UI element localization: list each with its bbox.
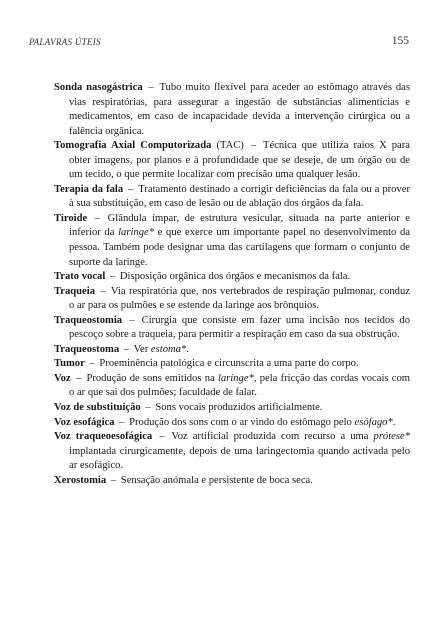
entry-dash: – <box>159 431 165 443</box>
cross-reference: prótese* <box>373 431 410 443</box>
entry-term: Voz esofágica <box>54 416 115 428</box>
definition-text: , pela fricção das cordas vocais com o ar que sai dos pulmões; faculdade de falar. <box>69 372 410 399</box>
entry-dash: – <box>110 474 117 486</box>
entry-definition <box>69 213 410 268</box>
entry-term: Tiroide <box>54 212 88 224</box>
cross-reference: laringe* <box>118 227 155 239</box>
running-title: PALAVRAS ÚTEIS <box>29 37 101 47</box>
entry-definition <box>134 344 189 355</box>
entry-definition: Cirurgia que consiste em fazer uma incisão nos tecidos do pescoço sobre a traqueia, para permitir a respiração em caso da sua obstrução. <box>69 314 411 341</box>
definition-text: Ver <box>133 343 151 355</box>
entry-definition <box>129 417 395 428</box>
entry-dash: – <box>145 402 151 414</box>
glossary-entry <box>54 212 410 270</box>
glossary-entry <box>54 285 410 314</box>
entry-term: Sonda nasogástrica <box>54 82 143 93</box>
glossary-entry <box>54 183 410 212</box>
definition-text: Voz artificial produzida com recurso a uma <box>171 431 374 443</box>
cross-reference: estoma* <box>150 343 187 355</box>
entry-definition: Sons vocais produzidos artificialmente. <box>155 402 323 414</box>
entry-dash: – <box>75 372 82 384</box>
entry-term: Traqueia <box>54 285 96 297</box>
glossary-entry <box>54 343 410 358</box>
entry-term: Trato vocal <box>54 271 106 283</box>
page-header <box>29 35 409 51</box>
entry-term: Xerostomia <box>54 474 107 486</box>
entry-dash: – <box>129 314 135 326</box>
glossary-entry <box>54 139 410 183</box>
glossary-entry <box>54 81 410 139</box>
definition-text: Produção de sons emitidos na <box>86 372 218 384</box>
entry-dash: – <box>128 183 134 195</box>
glossary-entry <box>54 430 410 474</box>
entry-term: Tomografia Axial Computorizada <box>54 140 212 152</box>
definition-text: Glândula ímpar, de estrutura vesicular, situada na parte anterior e inferior da <box>69 212 410 239</box>
entry-definition: Técnica que utiliza raios X para obter imagens, por planos e à profundidade que se deseje, de um órgão ou de um tecido, o que permite localizar com precisão uma qualquer lesão. <box>69 140 410 181</box>
entry-definition: Via respiratória que, nos vertebrados de respiração pulmonar, conduz o ar para os pulmões e se estende da laringe aos brônquios. <box>69 285 410 312</box>
entry-dash: – <box>94 212 101 224</box>
entry-dash: – <box>148 82 154 93</box>
entry-dash: – <box>100 285 106 297</box>
entry-definition: Tratamento destinado a corrigir deficiências da fala ou a prover à sua substituição, em caso de lesão ou de ablação dos órgãos da fala. <box>69 183 410 210</box>
entry-term: Terapia da fala <box>54 183 124 195</box>
entry-term: Tumor <box>54 358 85 370</box>
cross-reference: laringe* <box>217 372 254 384</box>
glossary-entry <box>54 474 410 489</box>
entry-dash: – <box>109 271 116 283</box>
cross-reference: esófago* <box>354 416 393 428</box>
entry-definition: Proeminência patológica e circunscrita a uma parte do corpo. <box>99 358 359 370</box>
glossary-entry <box>54 270 410 285</box>
glossary-entry <box>54 314 410 343</box>
definition-text: implantada cirurgicamente, depois de uma laringectomia quando activada pelo ar esofágico. <box>69 445 410 472</box>
glossary <box>54 81 410 488</box>
glossary-entry <box>54 401 410 416</box>
entry-dash: – <box>123 343 130 355</box>
definition-text: . <box>186 343 189 355</box>
glossary-entry <box>54 357 410 372</box>
entry-term: Traqueostomia <box>54 314 123 326</box>
entry-term: Voz de substituição <box>54 402 141 414</box>
entry-term: Traqueostoma <box>54 343 120 355</box>
entry-dash: – <box>89 358 95 370</box>
entry-definition <box>69 373 410 399</box>
entry-definition: Sensação anómala e persistente de boca seca. <box>120 474 313 486</box>
entry-definition: Tubo muito flexível para aceder ao estômago através das vias respiratórias, para assegurar a ingestão de substâncias alimentícias e medicamentos, em caso de incapacidade devida a intervenção cirúrgica ou a falência orgânica. <box>69 82 410 137</box>
page-number: 155 <box>391 35 409 47</box>
glossary-entry <box>54 372 410 401</box>
definition-text: Produção dos sons com o ar vindo do estômago pelo <box>129 416 355 428</box>
entry-dash: – <box>119 416 125 428</box>
entry-dash: – <box>250 140 257 152</box>
glossary-entry <box>54 416 410 431</box>
definition-text: . <box>392 416 396 428</box>
entry-definition: Disposição orgânica dos órgãos e mecanismos da fala. <box>119 271 351 283</box>
entry-term: Voz traqueoesofágica <box>54 431 153 443</box>
definition-text: e que exerce um importante papel no desenvolvimento da pessoa. Também pode designar uma das cartilagens que formam o conjunto de suporte da laringe. <box>69 227 411 268</box>
entry-abbreviation: (TAC) <box>211 140 244 152</box>
entry-term: Voz <box>54 372 71 384</box>
